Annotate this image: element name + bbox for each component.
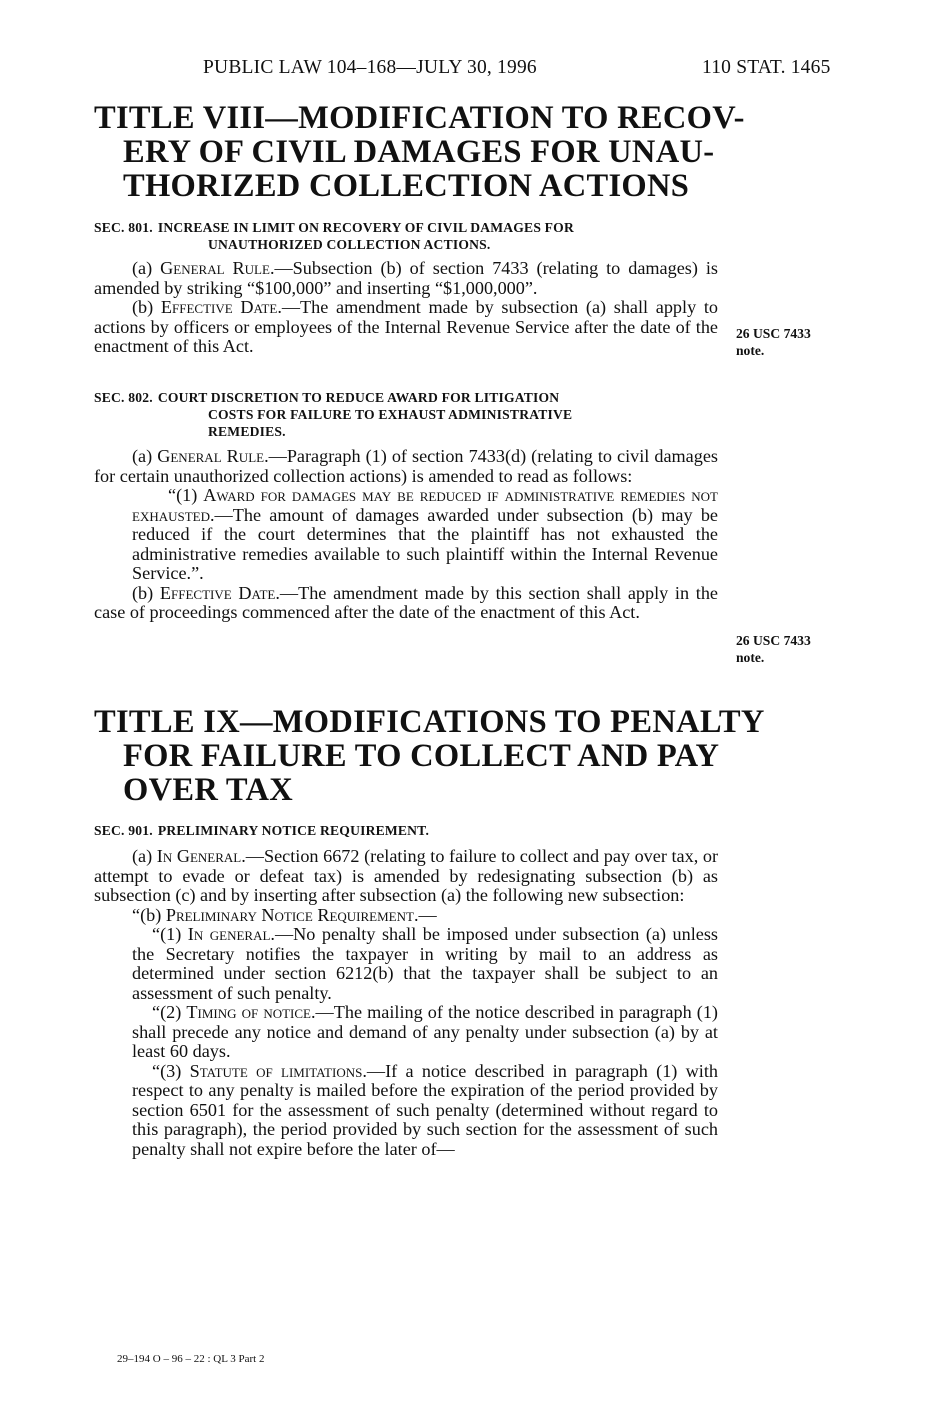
section-number: SEC. 802. [94,390,153,405]
caption: In general [187,924,271,944]
running-header-left: PUBLIC LAW 104–168—JULY 30, 1996 [203,57,537,78]
section-802-heading [94,389,718,440]
margin-note-802: 26 USC 7433 note. [736,633,811,665]
section-901-b-quoted: “(b) Preliminary Notice Requirement.— [132,904,437,925]
heading-line: PRELIMINARY NOTICE REQUIREMENT. [157,823,430,838]
caption: Award for damages may be reduced if administrative remedies not exhausted [132,485,718,525]
heading-line: REMEDIES. [208,424,286,439]
section-901-paragraph-1: “(1) In general.—No penalty shall be imposed under subsection (a) unless the Secretary notifies the taxpayer in writing by mail to an address as determined under section 6212(b) that the taxpayer shall be subject to an assessment of such penalty. [132,924,718,1003]
caption: Statute of limitations [189,1060,363,1081]
section-number: SEC. 801. [94,220,153,235]
running-header-page-ref: 110 STAT. 1465 [702,57,831,78]
caption: General Rule [160,258,270,278]
heading-line: COSTS FOR FAILURE TO EXHAUST ADMINISTRATIVE [208,407,573,422]
section-801 [94,219,718,357]
section-801-heading [94,219,718,253]
section-802-b: (b) Effective Date.—The amendment made by this section shall apply in the case of proceedings commenced after the date of the enactment of this Act. [94,582,718,622]
section-801-a: (a) General Rule.—Subsection (b) of section 7433 (relating to damages) is amended by striking “$100,000” and inserting “$1,000,000”. [94,258,719,298]
heading-line: UNAUTHORIZED COLLECTION ACTIONS. [208,237,491,252]
section-901 [94,822,718,1159]
margin-note-801: 26 USC 7433 note. [736,326,811,358]
title-ix [94,704,765,808]
section-801-b: (b) Effective Date.—The amendment made by subsection (a) shall apply to actions by officers or employees of the Internal Revenue Service after the date of the enactment of this Act. [94,297,718,356]
title-line: THORIZED COLLECTION ACTIONS [123,168,690,204]
title-ix-heading [94,704,765,808]
caption: Effective Date [159,582,276,603]
caption: Timing of notice [186,1002,311,1022]
section-901-a: (a) In General.—Section 6672 (relating to failure to collect and pay over tax, or attempt to evade or defeat tax) is amended by redesignating subsection (b) as subsection (c) and by inserting after subsection (a) the following new subsection: [94,846,718,905]
caption: General Rule [157,446,265,466]
section-901-paragraph-3: “(3) Statute of limitations.—If a notice described in paragraph (1) with respect to any penalty is mailed before the expiration of the period provided by section 6501 for the assessment of such penalty (determined without regard to this paragraph), the period provided by such section for the assessment of such penalty shall not expire before the later of— [132,1060,718,1159]
section-number: SEC. 901. [94,823,153,838]
caption: Preliminary Notice Requirement [165,904,414,925]
section-901-heading [94,822,718,839]
caption: In General [156,846,242,866]
section-802 [94,389,718,623]
caption: Effective Date [160,297,278,317]
title-line: OVER TAX [123,772,294,808]
section-901-paragraph-2: “(2) Timing of notice.—The mailing of the notice described in paragraph (1) shall precede any notice and demand of any penalty under subsection (a) by at least 60 days. [132,1002,718,1061]
title-line: ERY OF CIVIL DAMAGES FOR UNAU- [123,134,715,170]
title-line: FOR FAILURE TO COLLECT AND PAY [123,738,720,774]
heading-line: COURT DISCRETION TO REDUCE AWARD FOR LITIGATION [157,390,560,405]
title-line: TITLE VIII—MODIFICATION TO RECOV- [94,100,745,136]
section-802-quoted-paragraph: “(1) Award for damages may be reduced if administrative remedies not exhausted.—The amount of damages awarded under subsection (b) may be reduced if the court determines that the plaintiff has not exhausted the administrative remedies available to such plaintiff within the Internal Revenue Service.”. [132,485,718,583]
title-viii [94,100,745,204]
title-viii-heading [94,100,745,204]
section-802-a: (a) General Rule.—Paragraph (1) of section 7433(d) (relating to civil damages for certain unauthorized collection actions) is amended to read as follows: [94,446,719,486]
print-job-footer: 29–194 O – 96 – 22 : QL 3 Part 2 [117,1353,265,1365]
title-line: TITLE IX—MODIFICATIONS TO PENALTY [94,704,765,740]
heading-line: INCREASE IN LIMIT ON RECOVERY OF CIVIL DAMAGES FOR [157,220,574,235]
